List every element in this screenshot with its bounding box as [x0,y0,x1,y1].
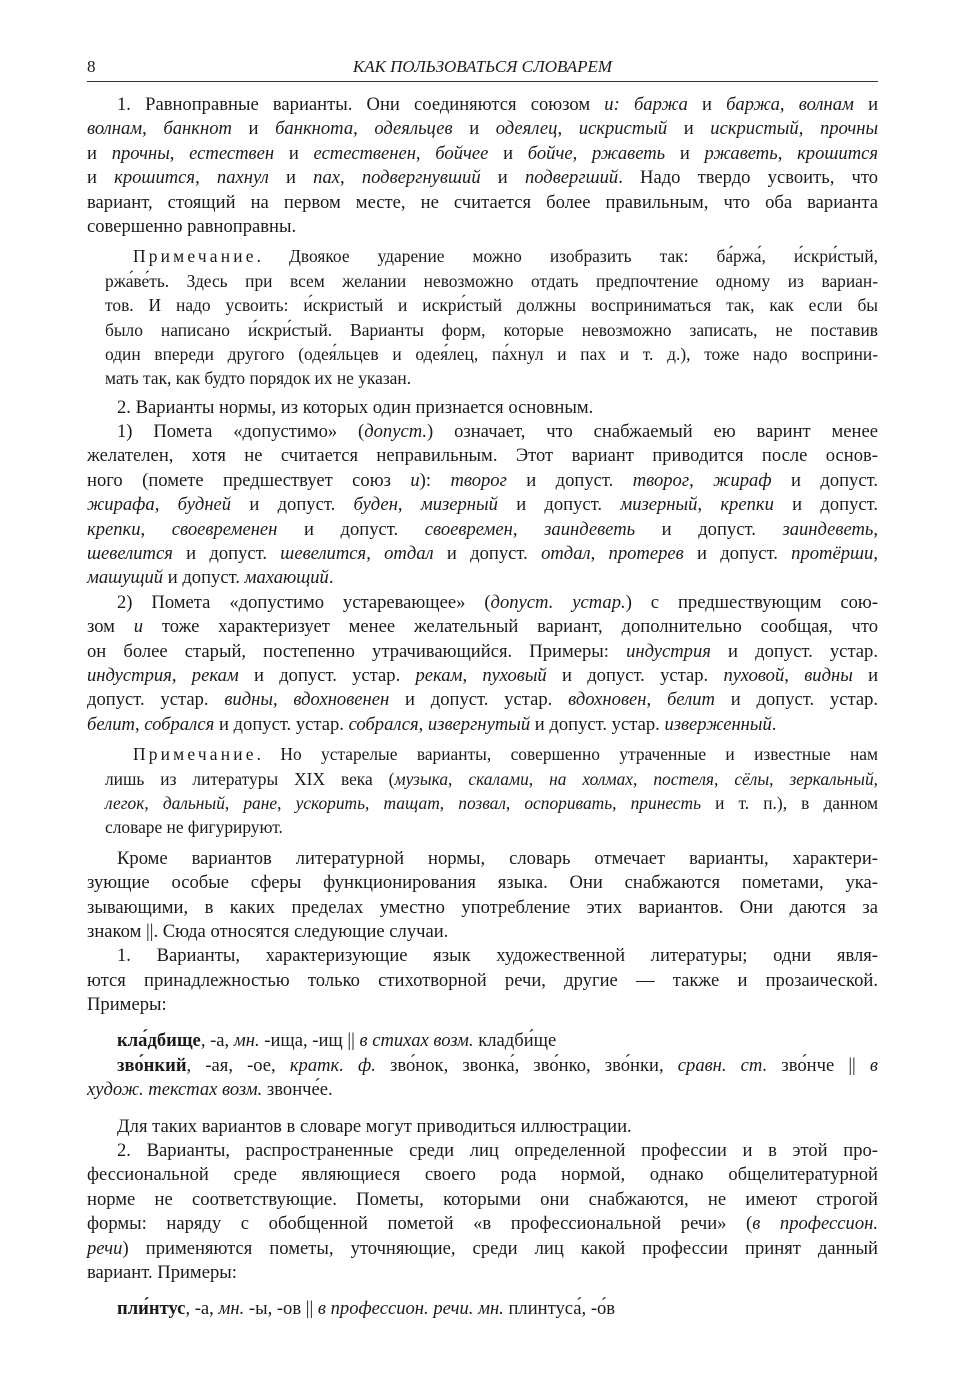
text-run: звонче́е. [262,1079,333,1101]
italic-text: искристый [710,118,799,140]
italic-text: и [133,616,144,638]
italic-text: машущий [87,567,164,589]
text-run: . Надо твердо усвоить, что [618,167,879,189]
page-header [87,55,878,82]
text-run: ного (помете предшествует союз [87,469,411,491]
text-run: , [448,768,469,789]
text-run: и [853,94,879,115]
text-run: и допуст. устар. [710,640,878,662]
text-run: и допуст. [506,469,633,491]
italic-text: мн. [218,1298,245,1320]
text-run: и [667,118,711,140]
headword: зво́нкий [117,1054,187,1076]
text-run: и допуст. [433,543,542,565]
text-run: , [512,518,545,540]
italic-text: махающий [244,567,329,589]
text-line [87,969,878,993]
text-run: , [505,792,525,813]
italic-text: прочны [819,118,879,140]
text-line [87,1237,878,1261]
text-run: , [612,792,631,813]
italic-text: крепки [87,518,141,540]
text-line [87,93,878,117]
italic-text: оспоривать [524,792,613,813]
text-line [105,269,878,293]
italic-text: белит [87,713,135,735]
paragraph-professional-variants [87,1139,878,1285]
italic-text: одеяльцев [374,118,453,140]
italic-text: заиндеветь [782,518,874,540]
text-line [87,591,878,615]
italic-text: пуховой [723,664,785,686]
italic-text: видны [804,664,853,686]
italic-text: пуховый [482,664,547,686]
text-line [87,713,878,737]
italic-text: худож. текстах возм. [87,1079,263,1101]
note-obsolete-variants [105,742,878,840]
text-run: ) с предшествующим сою- [625,591,879,613]
text-run: , [798,118,820,140]
text-run: и допуст. [277,518,425,540]
italic-text: будней [177,494,232,516]
italic-text: буден [353,494,398,516]
note-label: Примечание [133,246,257,267]
text-line [87,1029,878,1053]
text-run: и [274,142,314,164]
paragraph-mark-permissible [87,420,878,591]
italic-text: собрался [348,713,419,735]
text-line [87,1163,878,1187]
italic-text: допуст. [364,421,428,443]
text-run: , [646,689,667,711]
italic-text: дальный [162,792,225,813]
italic-text: индустрия [87,664,172,686]
text-line [87,1188,878,1212]
text-run: словаре не фигурируют. [105,817,283,838]
italic-text: зеркальный [789,768,874,789]
text-run: и допуст. [231,494,354,516]
italic-text: естествен [189,142,275,164]
paragraph-illustrations [87,1115,878,1139]
text-run: , [154,494,178,516]
text-line [87,944,878,968]
text-run: и [852,664,879,686]
text-run: плинтуса́, -о́в [503,1298,616,1320]
italic-text: ране [243,792,278,813]
text-run: 1. Варианты, характеризующие язык художественной литературы; одни явля- [117,945,878,967]
italic-text: вдохновен [568,689,647,711]
text-run: и допуст. устар. [389,689,569,711]
text-run: и допуст. устар. [238,664,416,686]
text-run: , [777,142,798,164]
italic-text: банкнот [163,118,232,140]
page-body [87,93,878,1322]
text-run: желателен, хотя не считается неправильным. Этот вариант приводится после основ- [87,445,878,467]
italic-text: извергнутый [427,713,531,735]
paragraph-functional-spheres [87,847,878,945]
italic-text: допуст. устар. [490,591,626,613]
text-run: , [418,713,428,735]
text-run: норме не соответствующие. Пометы, которыми они снабжаются, не имеют строгой [87,1188,878,1210]
text-run: и допуст. [771,469,878,491]
italic-text: кратк. ф. [289,1054,376,1076]
italic-text: своевремен [424,518,513,540]
text-run: знаком ||. Сюда относятся следующие случаи. [87,920,449,942]
text-line [87,166,878,190]
text-run: совершенно равноправны. [87,215,297,237]
italic-text: ржаветь [704,142,778,164]
text-run: Кроме вариантов литературной нормы, словарь отмечает варианты, характери- [117,847,878,869]
text-line [105,791,878,815]
text-run: , [873,768,879,789]
headword: кла́дбище [117,1030,201,1052]
text-run: , [353,118,375,140]
italic-text: позвал [458,792,506,813]
italic-text: музыка [394,768,449,789]
text-run: , -ая, -ое, [186,1054,290,1076]
text-run: , [366,543,385,565]
italic-text: шевелится [87,543,173,565]
italic-text: легок [105,792,145,813]
italic-text: сравн. ст. [677,1054,768,1076]
text-run: , [277,792,296,813]
text-run: ) применяются пометы, уточняющие, среди лиц какой профессии принят данный [122,1237,878,1259]
text-line [87,117,878,141]
italic-text: тащат [383,792,440,813]
text-line [87,518,878,542]
text-run: . [328,567,334,589]
italic-text: индустрия [626,640,711,662]
text-run: фессиональной среде являющиеся своего рода нормой, однако общелитературной [87,1164,878,1186]
text-run: и [87,167,115,189]
entry-kladbishche [87,1029,878,1053]
text-run: , [769,768,790,789]
text-run: , [528,768,550,789]
italic-text: одеялец [495,118,558,140]
text-run: , [590,543,609,565]
italic-text: баржа [726,94,780,115]
text-run: , [873,543,878,565]
italic-text: мизерный [620,494,698,516]
text-run: . Двоякое ударение можно изобразить так: ба́ржа́, и́скри́стый, [256,246,878,267]
text-run: и [452,118,496,140]
text-line [87,396,878,420]
text-run: и [231,118,276,140]
text-run: и т. п.), в данном [701,792,878,813]
text-line [105,342,878,366]
text-line [105,815,878,839]
text-run: ются принадлежностью только стихотворной речи, другие — также и прозаической. [87,969,878,991]
italic-text: подвергший [524,167,619,189]
text-run: и допуст. устар. [546,664,724,686]
text-run: один впереди другого (одея́льцев и одея́лец, па́хнул и пах и т. д.), тоже надо восприни- [105,343,878,364]
text-run: и [488,142,528,164]
text-run: и допуст. [773,494,879,516]
text-run: тоже характеризует менее желательный вариант, дополнительно сообщая, что [143,616,878,638]
text-line [87,469,878,493]
italic-text: скалами [468,768,529,789]
text-run: 2. Варианты нормы, из которых один признается основным. [117,396,594,418]
text-run: зво́нок, звонка́, зво́нко, зво́нки, [375,1054,678,1076]
paragraph-fiction-language [87,944,878,1017]
italic-text: и: [604,94,620,115]
text-run: , [462,664,483,686]
text-run: и допуст. [497,494,621,516]
italic-text: жирафа [87,494,155,516]
italic-text: собрался [144,713,215,735]
italic-text: видны [224,689,273,711]
note-double-stress [105,244,878,390]
text-run: , [415,142,436,164]
text-run: и допуст. [635,518,783,540]
italic-text: банкнота [275,118,354,140]
italic-text: шевелится [280,543,367,565]
text-run: лишь из литературы XIX века ( [105,768,395,789]
text-run: он более старый, постепенно утрачивающийся. Примеры: [87,640,627,662]
text-line [87,615,878,639]
text-line [87,142,878,166]
text-run: , [134,713,145,735]
text-line [87,664,878,688]
italic-text: творог [450,469,507,491]
text-run: допуст. устар. [87,689,225,711]
italic-text: заиндеветь [544,518,636,540]
text-run: вариант, стоящий на первом месте, не считается более правильным, что оба варианта [87,191,878,213]
italic-text: изверженный [664,713,772,735]
italic-text: белит [666,689,715,711]
paragraph-norm-variants [87,396,878,420]
text-line [87,191,878,215]
text-run: , [195,167,217,189]
text-run: -ища, -ищ || [259,1030,360,1052]
text-run: , -а, [200,1030,234,1052]
italic-text: рекам [191,664,239,686]
text-run: , [224,792,244,813]
italic-text: в стихах возм. [359,1030,474,1052]
text-line [87,1212,878,1236]
text-run: и допуст. [163,567,245,589]
text-run: и допуст. устар. [530,713,665,735]
text-run: , [633,768,654,789]
italic-text: и [410,469,420,491]
text-run: , [779,94,799,115]
text-run: вариант. Примеры: [87,1261,237,1283]
text-line [105,742,878,766]
text-run: зующие особые сферы функционирования языка. Они снабжаются пометами, ука- [87,872,878,894]
italic-text: искристый [578,118,668,140]
text-run: и [87,142,112,164]
italic-text: волнам [798,94,854,115]
text-run: ): [419,469,451,491]
text-run: , [142,118,164,140]
text-run: , [171,664,192,686]
text-line [87,1261,878,1285]
text-line [87,896,878,920]
italic-text: мн. [233,1030,260,1052]
text-line [87,1139,878,1163]
italic-text: жираф [713,469,772,491]
entry-zvonkiy [87,1054,878,1103]
italic-text: подвергнувший [361,167,481,189]
text-line [87,920,878,944]
italic-text: речи [87,1237,123,1259]
text-run: ) означает, что снабжаемый ею варинт менее [427,421,878,443]
italic-text: ржаветь [591,142,666,164]
text-line [87,493,878,517]
italic-text: крепки [720,494,774,516]
text-line [87,566,878,590]
italic-text: в профессион. речи. мн. [317,1298,504,1320]
italic-text: своевременен [171,518,278,540]
text-run: и [268,167,314,189]
text-run: и допуст. [683,543,792,565]
text-run: и [665,142,705,164]
italic-text: бойче [527,142,573,164]
italic-text: крошится [114,167,196,189]
text-run: зом [87,616,134,638]
text-run: зво́нче || [767,1054,870,1076]
text-run: кладби́ще [473,1030,557,1052]
text-line [105,244,878,268]
italic-text: мизерный [420,494,498,516]
italic-text: пахнул [216,167,269,189]
text-run: , [140,518,172,540]
running-title: КАК ПОЛЬЗОВАТЬСЯ СЛОВАРЕМ [352,57,613,76]
italic-text: естественен [313,142,416,164]
text-run: , [713,768,735,789]
text-line [87,444,878,468]
italic-text: пах [313,167,340,189]
italic-text: отдал [541,543,591,565]
italic-text: постеля [653,768,714,789]
italic-text: рекам [415,664,463,686]
text-line [87,993,878,1017]
text-run [620,94,634,115]
note-label: Примечание [133,744,257,765]
text-run: и [687,94,727,115]
text-run: , [697,494,721,516]
text-run: и допуст. [172,543,281,565]
text-run: и допуст. устар. [714,689,879,711]
text-line [87,871,878,895]
italic-text: сёлы [734,768,770,789]
text-line [87,1115,878,1139]
text-line [87,215,878,239]
text-run: , [689,469,714,491]
text-run: , [784,664,805,686]
text-run: Примеры: [87,994,167,1016]
text-run: ржа́ве́ть. Здесь при всем желании невозможно отдать предпочтение одному из вариан- [105,270,878,291]
text-line [105,293,878,317]
text-run: 2) Помета «допустимо устаревающее» ( [117,591,491,613]
text-line [105,767,878,791]
italic-text: прочны [111,142,170,164]
text-run: . [771,713,777,735]
text-run: . Но устарелые варианты, совершенно утраченные и известные нам [256,744,878,765]
text-line [87,847,878,871]
text-run: и допуст. устар. [214,713,349,735]
italic-text: принесть [630,792,702,813]
italic-text: протерев [608,543,684,565]
italic-text: протёрши [791,543,874,565]
text-line [87,1078,878,1102]
headword: пли́нтус [117,1298,186,1320]
text-run: , [873,518,879,540]
text-run: , [169,142,190,164]
text-run: тов. И надо усвоить: и́скристый и искри́стый должны восприниматься так, как если бы [105,295,878,316]
text-run: мать так, как будто порядок их не указан. [105,368,412,389]
italic-text: творог [632,469,690,491]
italic-text: отдал [384,543,434,565]
text-run: 1) Помета «допустимо» ( [117,421,365,443]
text-line [87,688,878,712]
text-run: 2. Варианты, распространенные среди лиц определенной профессии и в этой про- [117,1140,878,1162]
text-run: 1. Равноправные варианты. Они соединяются союзом [117,94,605,115]
text-run: , [272,689,294,711]
italic-text: в [869,1054,878,1076]
text-run: , [439,792,459,813]
italic-text: вдохновенен [293,689,390,711]
text-run: и [480,167,525,189]
paragraph-equal-variants [87,93,878,239]
text-run: , [365,792,384,813]
italic-text: в профессион. [752,1213,878,1235]
text-line [87,542,878,566]
text-run: формы: наряду с обобщенной пометой «в профессиональной речи» ( [87,1213,753,1235]
italic-text: волнам [87,118,143,140]
text-run: было написано и́скри́стый. Варианты форм, которые невозможно записать, не поставив [105,319,878,340]
italic-text: бойчее [435,142,489,164]
text-run: -ы, -ов || [244,1298,318,1320]
italic-text: баржа [633,94,688,115]
text-line [87,1297,878,1321]
text-run: зывающими, в каких пределах уместно употребление этих вариантов. Они даются за [87,896,878,918]
entry-plintus [87,1297,878,1321]
italic-text: на холмах [549,768,634,789]
text-line [105,366,878,390]
italic-text: крошится [797,142,879,164]
text-run: , [144,792,163,813]
text-run: , [340,167,362,189]
text-run: , -а, [185,1298,219,1320]
italic-text: ускорить [295,792,366,813]
text-line [87,640,878,664]
text-run: , [572,142,592,164]
text-run: , [397,494,421,516]
text-run: Для таких вариантов в словаре могут приводиться иллюстрации. [117,1115,632,1137]
page-number: 8 [87,57,96,76]
text-line [87,1054,878,1078]
text-run: , [557,118,579,140]
text-line [87,420,878,444]
text-line [105,318,878,342]
paragraph-mark-obsolescent [87,591,878,737]
